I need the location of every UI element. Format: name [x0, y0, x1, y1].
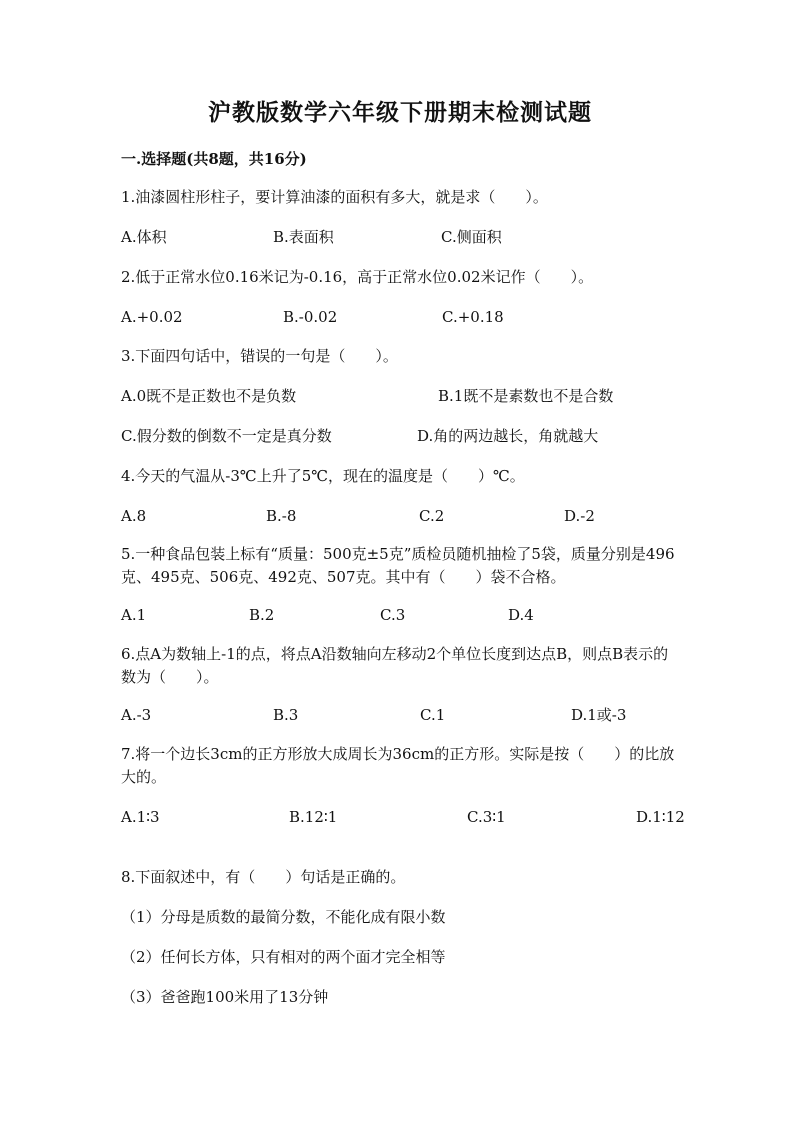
q5-option-a[interactable]: A.1: [121, 606, 147, 624]
q3-option-b[interactable]: B.1既不是素数也不是合数: [438, 387, 614, 405]
q5-option-b[interactable]: B.2: [249, 606, 275, 624]
q5-option-d[interactable]: D.4: [508, 606, 534, 624]
q4-option-b[interactable]: B.-8: [266, 507, 297, 525]
q2-option-c[interactable]: C.+0.18: [442, 308, 504, 326]
question-5: 5.一种食品包装上标有“质量：500克±5克”质检员随机抽检了5袋，质量分别是496克、495克、506克、492克、507克。其中有（ ）袋不合格。: [121, 545, 675, 586]
question-8: 8.下面叙述中，有（ ）句话是正确的。: [121, 868, 406, 886]
q7-option-d[interactable]: D.1∶12: [636, 808, 685, 826]
question-6: 6.点A为数轴上-1的点，将点A沿数轴向左移动2个单位长度到达点B，则点B表示的数为（ ）。: [121, 645, 669, 686]
question-2: 2.低于正常水位0.16米记为-0.16，高于正常水位0.02米记作（ ）。: [121, 268, 594, 286]
q2-option-a[interactable]: A.+0.02: [121, 308, 183, 326]
q6-option-a[interactable]: A.-3: [121, 706, 152, 724]
q7-option-b[interactable]: B.12∶1: [289, 808, 338, 826]
q3-option-a[interactable]: A.0既不是正数也不是负数: [121, 387, 297, 405]
page-title: 沪教版数学六年级下册期末检测试题: [208, 99, 592, 126]
q8-statement-1: （1）分母是质数的最简分数，不能化成有限小数: [121, 908, 446, 926]
q2-option-b[interactable]: B.-0.02: [283, 308, 338, 326]
q4-option-a[interactable]: A.8: [121, 507, 147, 525]
q7-option-a[interactable]: A.1∶3: [121, 808, 160, 826]
question-1: 1.油漆圆柱形柱子，要计算油漆的面积有多大，就是求（ ）。: [121, 188, 548, 206]
q6-option-b[interactable]: B.3: [273, 706, 299, 724]
question-4: 4.今天的气温从-3℃上升了5℃，现在的温度是（ ）℃。: [121, 467, 525, 485]
section-heading: 一.选择题(共8题，共16分): [121, 150, 307, 168]
question-3: 3.下面四句话中，错误的一句是（ ）。: [121, 347, 398, 365]
q4-option-c[interactable]: C.2: [419, 507, 445, 525]
q6-option-d[interactable]: D.1或-3: [571, 706, 627, 724]
q3-option-d[interactable]: D.角的两边越长，角就越大: [417, 427, 599, 445]
q1-option-b[interactable]: B.表面积: [273, 228, 334, 246]
q6-option-c[interactable]: C.1: [420, 706, 446, 724]
q3-option-c[interactable]: C.假分数的倒数不一定是真分数: [121, 427, 332, 445]
q8-statement-3: （3）爸爸跑100米用了13分钟: [121, 988, 329, 1006]
question-7: 7.将一个边长3cm的正方形放大成周长为36cm的正方形。实际是按（ ）的比放大的。: [121, 745, 675, 786]
q7-option-c[interactable]: C.3∶1: [467, 808, 506, 826]
q1-option-c[interactable]: C.侧面积: [441, 228, 502, 246]
q1-option-a[interactable]: A.体积: [121, 228, 167, 246]
q8-statement-2: （2）任何长方体，只有相对的两个面才完全相等: [121, 948, 446, 966]
q4-option-d[interactable]: D.-2: [564, 507, 595, 525]
q5-option-c[interactable]: C.3: [380, 606, 406, 624]
